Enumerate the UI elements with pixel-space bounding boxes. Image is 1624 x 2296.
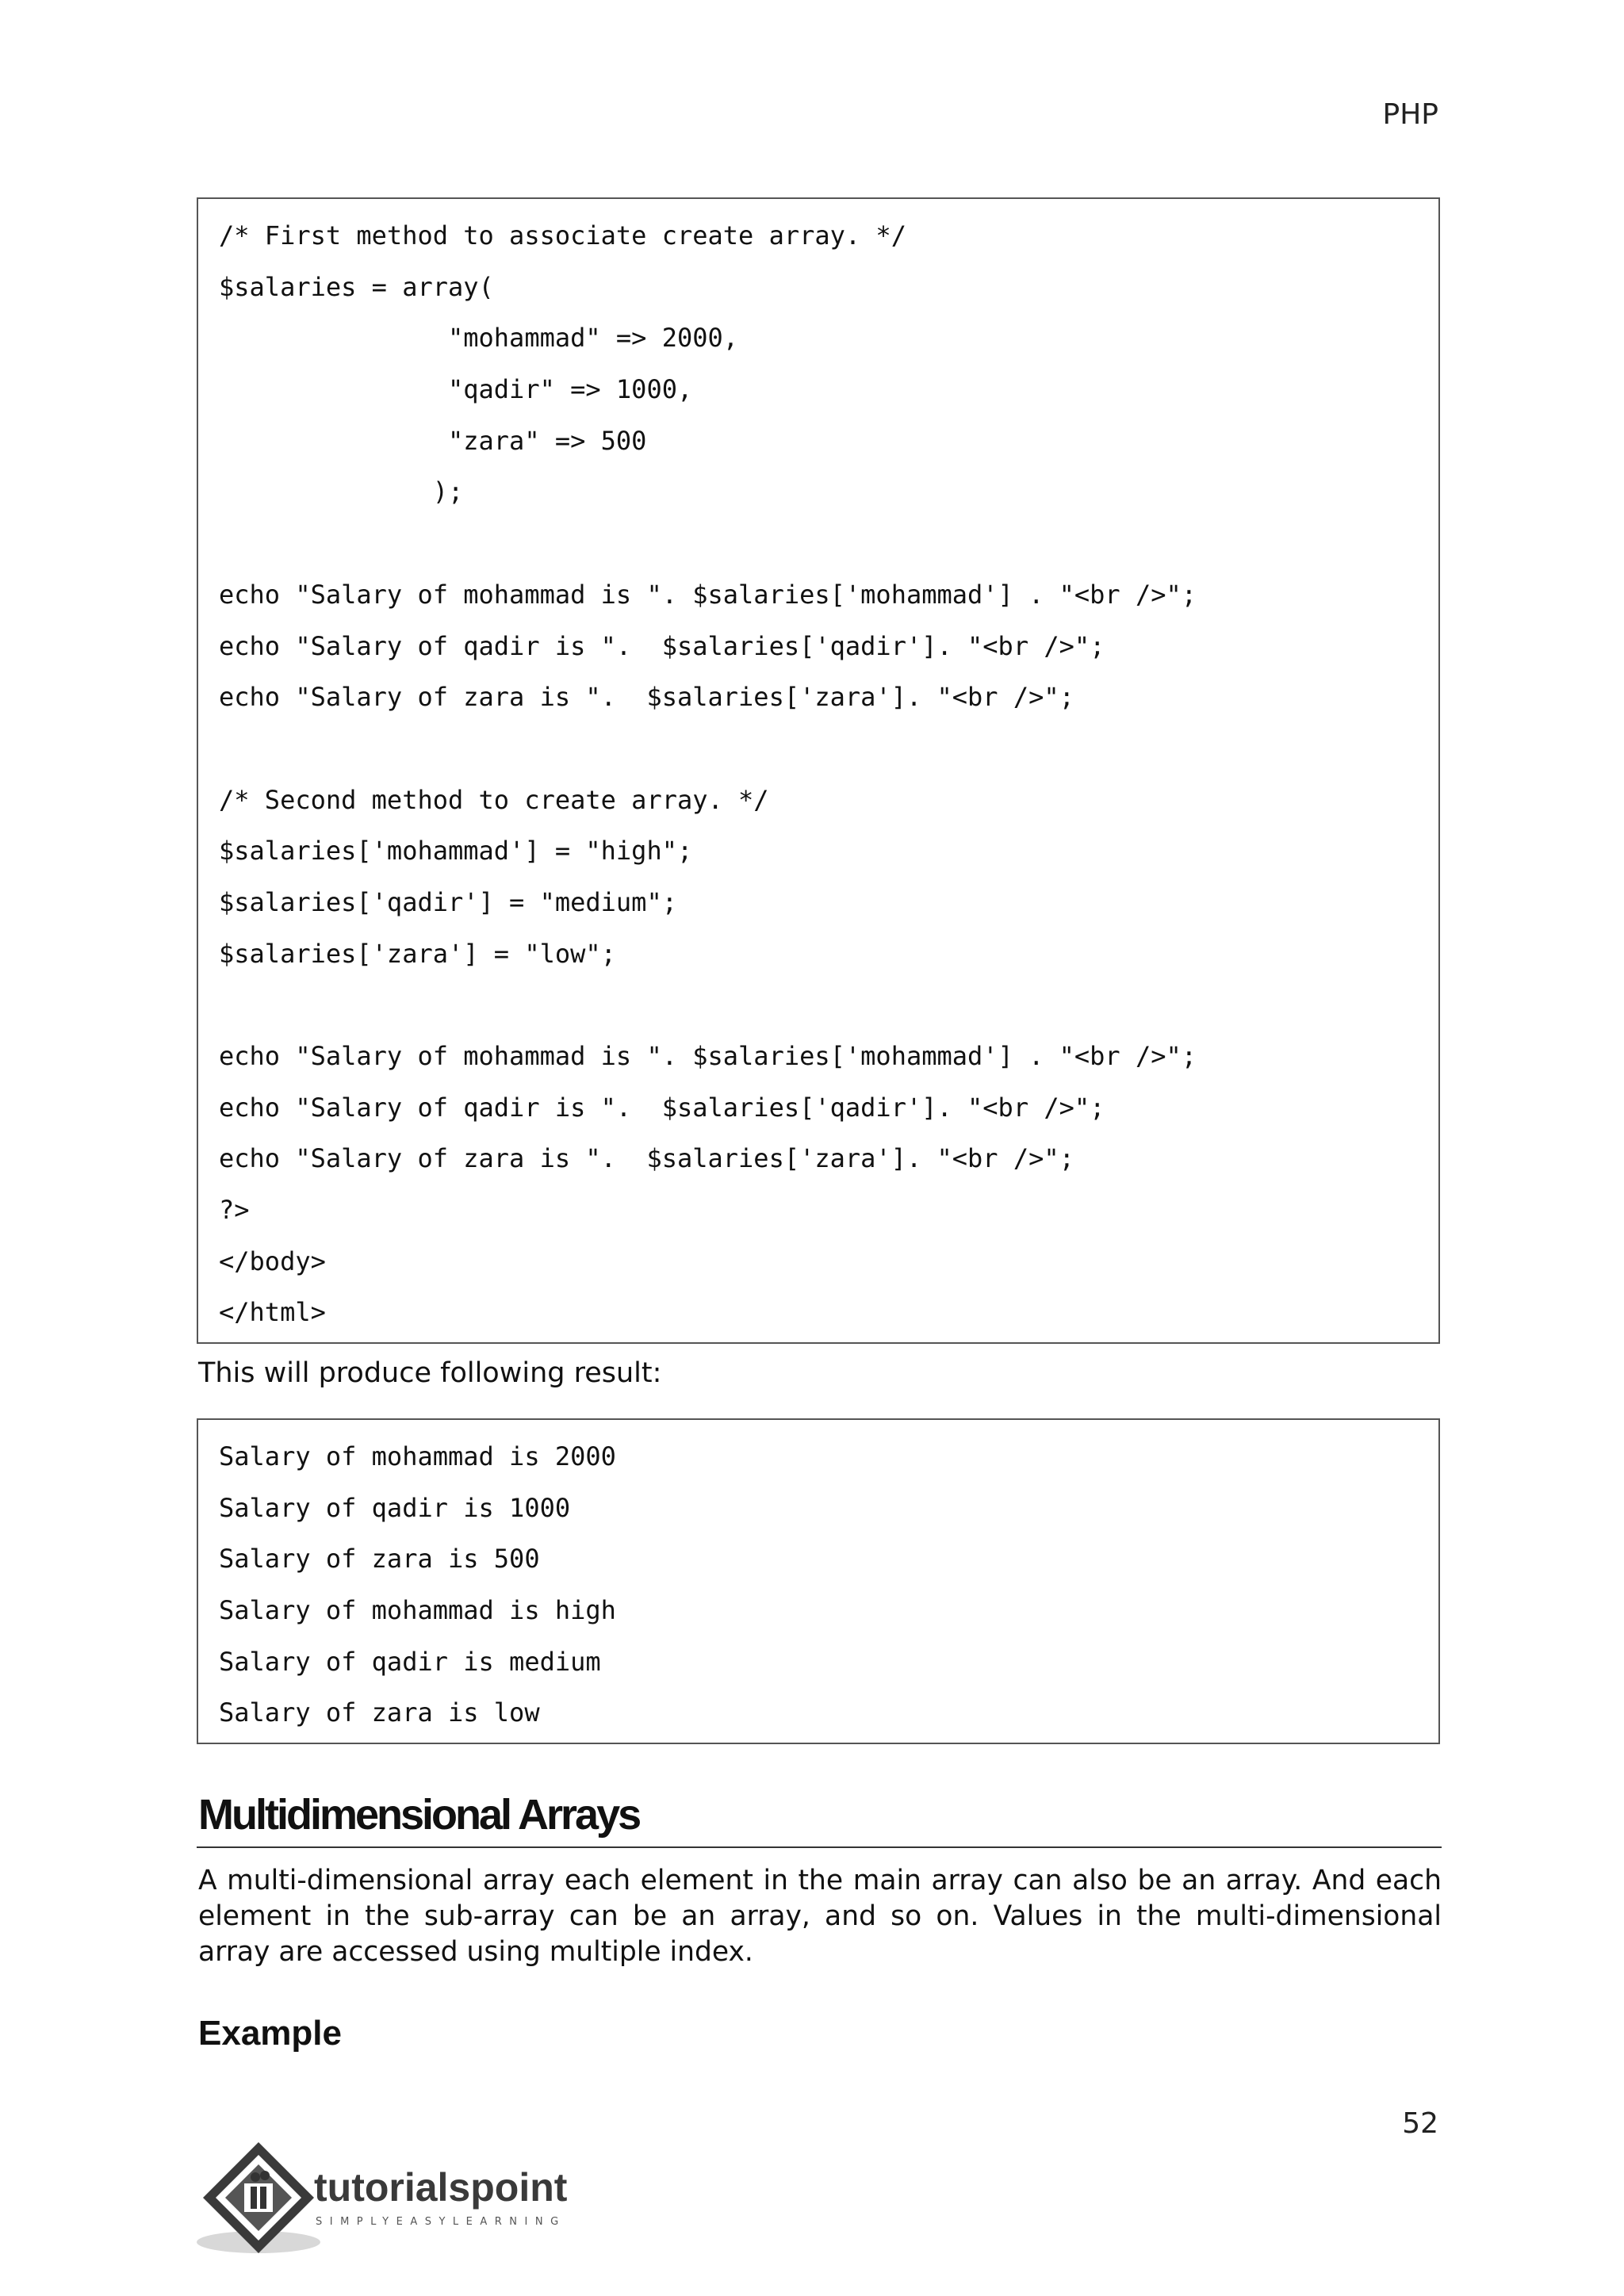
code-line: $salaries['mohammad'] = "high"; bbox=[219, 836, 693, 867]
code-line: Salary of zara is low bbox=[219, 1697, 540, 1728]
code-line bbox=[219, 723, 1438, 775]
code-block-main bbox=[197, 197, 1440, 1344]
tutorialspoint-logo bbox=[195, 2139, 607, 2266]
section-heading: Multidimensional Arrays bbox=[198, 1791, 640, 1839]
code-line: "zara" => 500 bbox=[219, 425, 647, 456]
logo-wordmark: tutorialspoint bbox=[314, 2165, 568, 2210]
code-line: Salary of qadir is 1000 bbox=[219, 1492, 571, 1523]
logo-tagline: SIMPLYEASYLEARNING bbox=[316, 2216, 566, 2228]
code-line: ?> bbox=[219, 1195, 250, 1226]
code-line: echo "Salary of zara is ". $salaries['zara']. "<br />"; bbox=[219, 1143, 1074, 1174]
code-line: "mohammad" => 2000, bbox=[219, 323, 739, 354]
code-line: $salaries['zara'] = "low"; bbox=[219, 938, 616, 969]
code-line: /* Second method to create array. */ bbox=[219, 784, 769, 815]
code-line: echo "Salary of qadir is ". $salaries['qadir']. "<br />"; bbox=[219, 630, 1105, 661]
code-line: "qadir" => 1000, bbox=[219, 374, 693, 405]
code-line: echo "Salary of mohammad is ". $salaries['mohammad'] . "<br />"; bbox=[219, 579, 1197, 610]
code-line: Salary of zara is 500 bbox=[219, 1544, 540, 1575]
code-line bbox=[219, 518, 1438, 569]
result-intro-text: This will produce following result: bbox=[198, 1357, 662, 1389]
code-line: Salary of qadir is medium bbox=[219, 1646, 601, 1677]
code-line: echo "Salary of zara is ". $salaries['zara']. "<br />"; bbox=[219, 682, 1074, 713]
code-line: </body> bbox=[219, 1246, 326, 1276]
code-line: Salary of mohammad is 2000 bbox=[219, 1441, 616, 1471]
code-line: /* First method to associate create array. */ bbox=[219, 220, 906, 251]
code-line: ); bbox=[219, 476, 464, 507]
code-block-output bbox=[197, 1418, 1440, 1744]
section-paragraph: A multi-dimensional array each element in the main array can also be an array. And each element in the sub-array can be an array, and so on. Values in the multi-dimensional array are accessed using multiple index. bbox=[198, 1865, 1442, 1968]
page-number: 52 bbox=[1402, 2107, 1438, 2140]
running-header: PHP bbox=[1382, 98, 1438, 131]
code-line: </html> bbox=[219, 1297, 326, 1328]
code-line: echo "Salary of qadir is ". $salaries['qadir']. "<br />"; bbox=[219, 1092, 1105, 1123]
example-subheading: Example bbox=[198, 2014, 342, 2053]
code-line: echo "Salary of mohammad is ". $salaries['mohammad'] . "<br />"; bbox=[219, 1041, 1197, 1071]
code-line: $salaries['qadir'] = "medium"; bbox=[219, 886, 677, 917]
heading-underline bbox=[197, 1846, 1442, 1848]
code-line: Salary of mohammad is high bbox=[219, 1595, 616, 1626]
code-line bbox=[219, 979, 1438, 1031]
code-line: $salaries = array( bbox=[219, 271, 494, 302]
